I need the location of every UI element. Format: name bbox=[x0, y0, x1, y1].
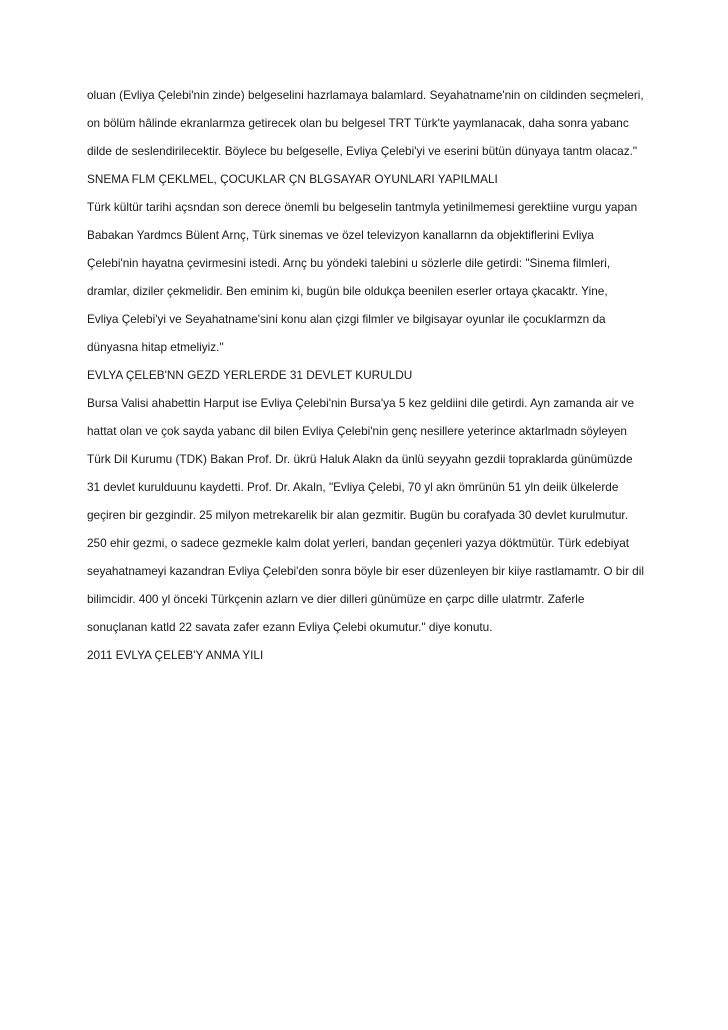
paragraph: Bursa Valisi ahabettin Harput ise Evliya Çelebi'nin Bursa'ya 5 kez geldiini dile getirdi. Ayn zamanda air ve bbox=[87, 396, 635, 410]
paragraph: Babakan Yardmcs Bülent Arnç, Türk sinemas ve özel televizyon kanallarnn da objektiflerini Evliya bbox=[87, 228, 594, 242]
paragraph: dramlar, diziler çekmelidir. Ben eminim ki, bugün bile oldukça beenilen eserler ortaya çkacaktr. Yine, bbox=[87, 284, 608, 298]
section-heading: 2011 EVLYA ÇELEB'Y ANMA YILI bbox=[87, 648, 264, 662]
paragraph: 250 ehir gezmi, o sadece gezmekle kalm dolat yerleri, bandan geçenleri yazya döktmütür. Türk edebiyat bbox=[87, 536, 630, 550]
paragraph: Çelebi'nin hayatna çevirmesini istedi. Arnç bu yöndeki talebini u sözlerle dile getirdi: "Sinema filmleri, bbox=[87, 256, 611, 270]
paragraph: dünyasna hitap etmeliyiz." bbox=[87, 340, 224, 354]
paragraph: on bölüm hâlinde ekranlarmza getirecek olan bu belgesel TRT Türk'te yaymlanacak, daha sonra yabanc bbox=[87, 116, 629, 130]
paragraph: Türk kültür tarihi açsndan son derece önemli bu belgeselin tantmyla yetinilmemesi gerektiine vurgu yapan bbox=[87, 200, 638, 214]
paragraph: sonuçlanan katld 22 savata zafer ezann Evliya Çelebi okumutur." diye konutu. bbox=[87, 620, 493, 634]
paragraph: hattat olan ve çok sayda yabanc dil bilen Evliya Çelebi'nin genç nesillere yeterince aktarlmadn söyleyen bbox=[87, 424, 627, 438]
paragraph: seyahatnameyi kazandran Evliya Çelebi'den sonra böyle bir eser düzenleyen bir kiiye rastlamamtr. O bir dil bbox=[87, 564, 644, 578]
paragraph: oluan (Evliya Çelebi'nin zinde) belgeselini hazrlamaya balamlard. Seyahatname'nin on cildinden seçmeleri, bbox=[87, 88, 644, 102]
paragraph: dilde de seslendirilecektir. Böylece bu belgeselle, Evliya Çelebi'yi ve eserini bütün dünyaya tantm olacaz." bbox=[87, 144, 638, 158]
paragraph: Evliya Çelebi'yi ve Seyahatname'sini konu alan çizgi filmler ve bilgisayar oyunlar ile çocuklarmzn da bbox=[87, 312, 606, 326]
section-heading: EVLYA ÇELEB'NN GEZD YERLERDE 31 DEVLET KURULDU bbox=[87, 368, 413, 382]
section-heading: SNEMA FLM ÇEKLMEL, ÇOCUKLAR ÇN BLGSAYAR OYUNLARI YAPILMALI bbox=[87, 172, 498, 186]
paragraph: bilimcidir. 400 yl önceki Türkçenin azlarn ve dier dilleri günümüze en çarpc dille ulatrmtr. Zaferle bbox=[87, 592, 585, 606]
paragraph: 31 devlet kurulduunu kaydetti. Prof. Dr. Akaln, "Evliya Çelebi, 70 yl akn ömrünün 51 yln deiik ülkelerde bbox=[87, 480, 619, 494]
document-body bbox=[87, 86, 647, 674]
paragraph: Türk Dil Kurumu (TDK) Bakan Prof. Dr. ükrü Haluk Alakn da ünlü seyyahn gezdii topraklarda günümüzde bbox=[87, 452, 633, 466]
paragraph: geçiren bir gezgindir. 25 milyon metrekarelik bir alan gezmitir. Bugün bu corafyada 30 devlet kurulmutur. bbox=[87, 508, 628, 522]
